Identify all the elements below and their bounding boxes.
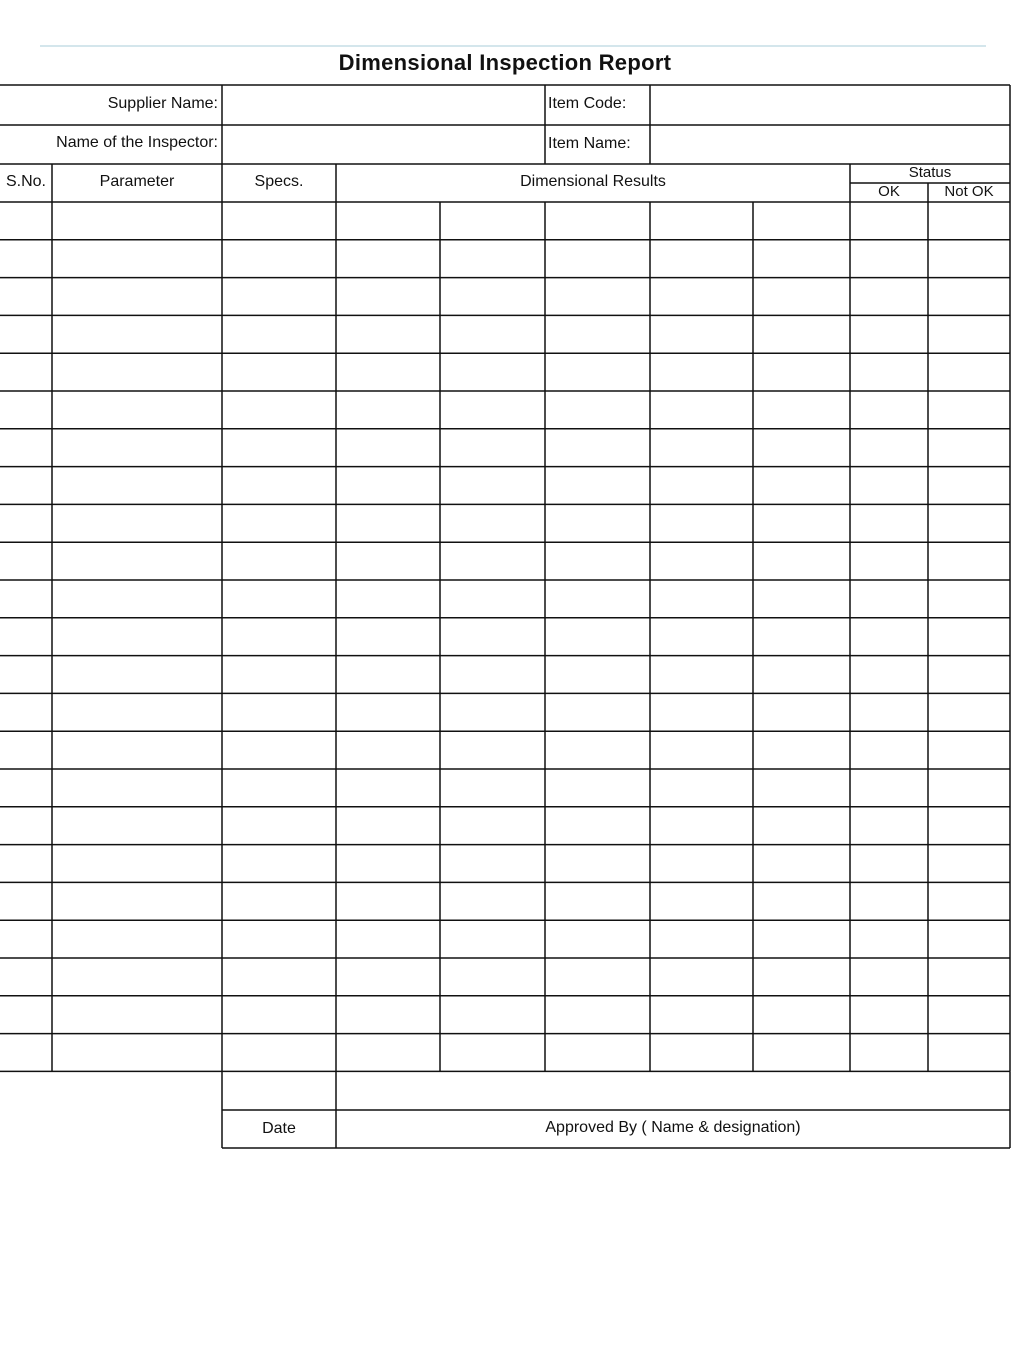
report-title: Dimensional Inspection Report	[338, 50, 672, 75]
col-header-sno: S.No.	[5, 173, 46, 190]
col-header-dimensional-results: Dimensional Results	[520, 173, 666, 190]
col-header-not-ok: Not OK	[944, 183, 994, 200]
col-header-specs: Specs.	[254, 173, 304, 190]
col-header-status: Status	[908, 164, 952, 181]
item-code-label: Item Code:	[548, 95, 627, 112]
col-header-parameter: Parameter	[99, 173, 175, 190]
supplier-name-label: Supplier Name:	[107, 95, 218, 112]
date-label: Date	[262, 1120, 296, 1137]
approved-by-label: Approved By ( Name & designation)	[545, 1119, 801, 1136]
col-header-ok: OK	[878, 183, 900, 200]
inspector-name-label: Name of the Inspector:	[56, 134, 218, 151]
item-name-label: Item Name:	[548, 135, 631, 152]
